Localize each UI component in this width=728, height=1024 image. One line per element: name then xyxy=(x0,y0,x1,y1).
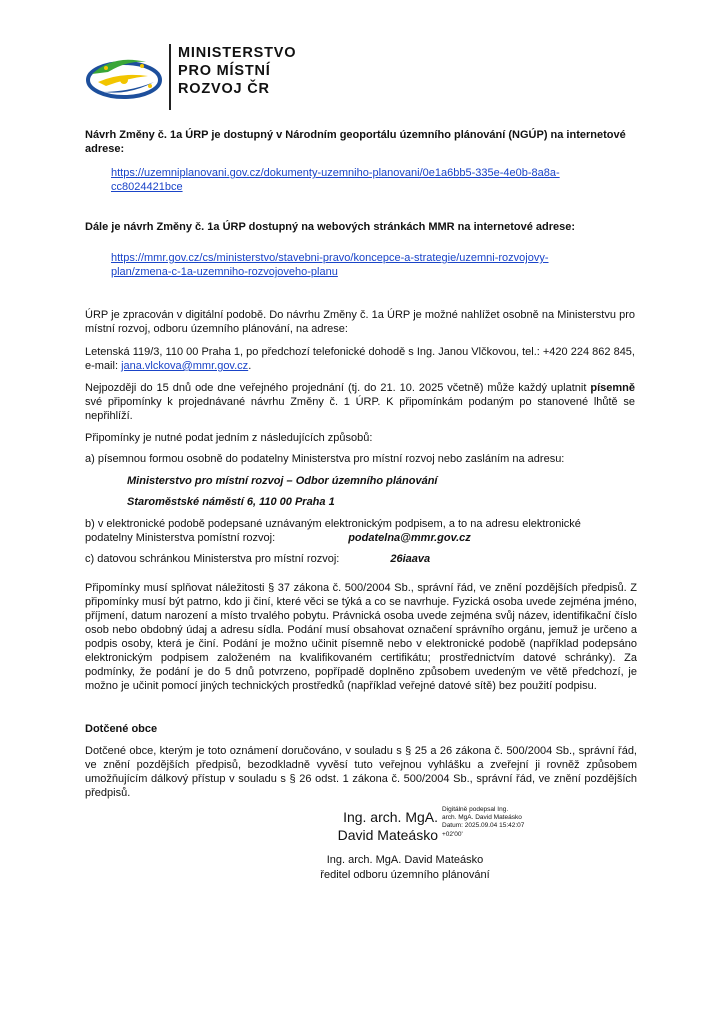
digital-signature-name xyxy=(308,808,438,844)
logo-divider xyxy=(169,44,171,110)
deadline-text-a: Nejpozději do 15 dnů ode dne veřejného projednání (tj. do 21. 10. 2025 včetně) může každý uplatnit xyxy=(85,382,591,394)
signature-name-line-1: Ing. arch. MgA. xyxy=(343,809,438,825)
obce-heading: Dotčené obce xyxy=(85,723,158,735)
paragraph-digital-form: ÚRP je zpracován v digitální podobě. Do návrhu Změny č. 1a ÚRP je možné nahlížet osobně na Ministerstvu pro místní rozvoj, odboru územního plánování, na adrese: xyxy=(85,309,635,335)
ministry-logo xyxy=(84,44,297,110)
logo-line-2: PRO MÍSTNÍ xyxy=(178,63,271,79)
deadline-bold: písemně xyxy=(590,382,635,394)
option-a: a) písemnou formou osobně do podatelny Ministerstva pro místní rozvoj nebo zasláním na adresu: xyxy=(85,453,565,465)
signature-meta-2: arch. MgA. David Mateásko xyxy=(442,814,522,822)
signer-block xyxy=(310,853,500,883)
ngup-link-line-2[interactable]: cc8024421bce xyxy=(111,181,183,193)
ngup-link[interactable] xyxy=(111,166,621,194)
digital-signature-meta xyxy=(442,806,552,839)
data-box-id: 26iaava xyxy=(390,553,431,565)
logo-line-3: ROZVOJ ČR xyxy=(178,81,270,97)
signature-meta-4: +02'00' xyxy=(442,830,463,838)
ministry-emblem-icon xyxy=(84,52,164,102)
logo-wordmark xyxy=(178,44,296,98)
deadline-text-b: své připomínky k projednávané návrhu Změny č. 1 ÚRP. K připomínkám podaným po stanovené lhůtě se nepřihlíží. xyxy=(85,396,635,422)
paragraph-requirements: Připomínky musí splňovat náležitosti § 37 zákona č. 500/2004 Sb., správní řád, ve znění pozdějších předpisů. Z připomínky musí být patrno, kdo ji činí, které věci se týká a co se navrhuje. Fyzická osoba uvede zejména jméno, příjmení, datum narození a místo trvalého pobytu. Právnická osoba uvede zejména svůj název, identifikační číslo osob nebo obdobný údaj a adresu sídla. Podání musí obsahovat označení správního orgánu, jemuž je určeno a podpis osoby, která je činí. Podání je možno učinit písemně nebo v elektronické podobě (například podepsáno elektronickým podpisem založeném na kvalifikovaném certifikátu; prostřednictvím datové schránky). Za podmínky, že podání je do 5 dnů potvrzeno, popřípadě doplněno způsobem uvedeným ve větě předchozí, je možno je učinit pomocí jiných technických prostředků (například veřejné datové sítě) bez použití podpisu. xyxy=(85,582,637,692)
logo-line-1: MINISTERSTVO xyxy=(178,45,297,61)
paragraph-address xyxy=(85,345,635,373)
e-filing-email: podatelna@mmr.gov.cz xyxy=(348,532,471,544)
signer-name: Ing. arch. MgA. David Mateásko xyxy=(326,854,484,866)
address-line-1: Ministerstvo pro místní rozvoj – Odbor územního plánování xyxy=(127,475,438,487)
signature-meta-3: Datum: 2025.09.04 15:42:07 xyxy=(442,822,525,830)
signature-meta-1: Digitálně podepsal Ing. xyxy=(442,806,509,813)
paragraph-deadline xyxy=(85,381,635,423)
option-b xyxy=(85,517,630,545)
mmr-link[interactable] xyxy=(111,251,621,279)
option-b-text: b) v elektronické podobě podepsané uznávaným elektronickým podpisem, a to na adresu elektronické podatelny Ministerstva pomístní rozvoj: xyxy=(85,518,581,544)
signer-role: ředitel odboru územního plánování xyxy=(320,869,490,881)
obce-paragraph: Dotčené obce, kterým je toto oznámení doručováno, v souladu s § 25 a 26 zákona č. 500/2004 Sb., správní řád, ve znění pozdějších předpisů, bezodkladně vyvěsí tuto veřejnou vyhlášku a zveřejní ji rovněž způsobem umožňujícím dálkový přístup v souladu s § 26 odst. 1 zákona č. 500/2004 Sb., správní řád, ve znění pozdějších předpisů. xyxy=(85,745,637,799)
option-c xyxy=(85,552,635,566)
address-end: . xyxy=(248,360,252,372)
mmr-link-line-1[interactable]: https://mmr.gov.cz/cs/ministerstvo/stavebni-pravo/koncepce-a-strategie/uzemni-rozvojovy- xyxy=(111,252,549,264)
mmr-link-line-2[interactable]: plan/zmena-c-1a-uzemniho-rozvojoveho-planu xyxy=(111,266,338,278)
address-line-2: Staroměstské náměstí 6, 110 00 Praha 1 xyxy=(127,496,335,508)
option-c-text: c) datovou schránkou Ministerstva pro místní rozvoj: xyxy=(85,553,340,565)
ngup-link-line-1[interactable]: https://uzemniplanovani.gov.cz/dokumenty-uzemniho-planovani/0e1a6bb5-335e-4e0b-8a8a- xyxy=(111,167,560,179)
mmr-heading: Dále je návrh Změny č. 1a ÚRP dostupný na webových stránkách MMR na internetové adrese: xyxy=(85,221,576,233)
paragraph-methods: Připomínky je nutné podat jedním z následujících způsobů: xyxy=(85,432,373,444)
ngup-heading: Návrh Změny č. 1a ÚRP je dostupný v Národním geoportálu územního plánování (NGÚP) na internetové adrese: xyxy=(85,129,626,155)
contact-email-link[interactable]: jana.vlckova@mmr.gov.cz xyxy=(121,360,249,372)
signature-name-line-2: David Mateásko xyxy=(337,827,438,843)
address-text: Letenská 119/3, 110 00 Praha 1, po předchozí telefonické dohodě s Ing. Janou Vlčkovou, tel.: +420 224 862 845, e-mail: xyxy=(85,346,635,372)
